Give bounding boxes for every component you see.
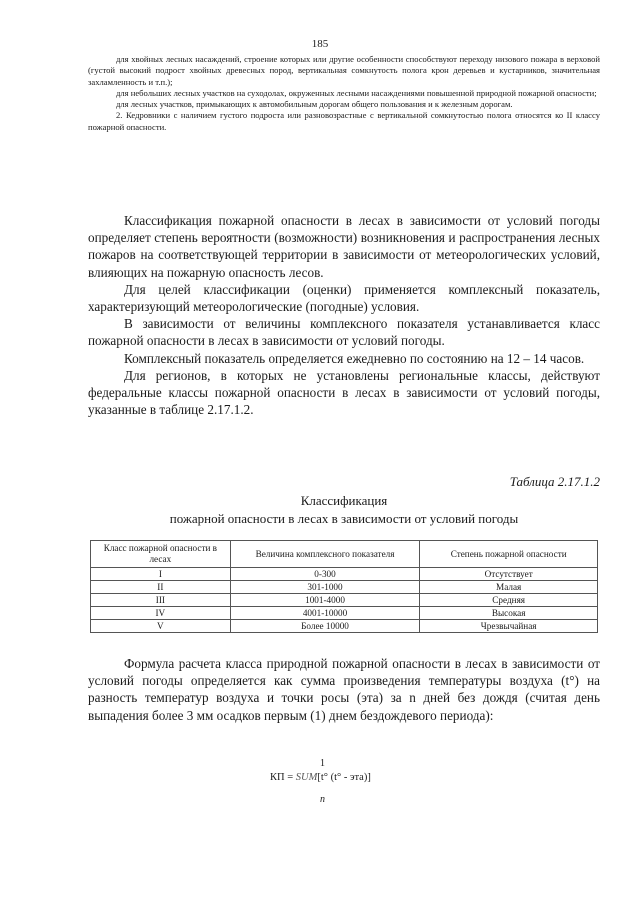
note-item: для лесных участков, примыкающих к автомобильным дорогам общего пользования и к железным дорогам. bbox=[116, 99, 513, 110]
table-cell: III bbox=[91, 594, 231, 607]
table-header-cell: Величина комплексного показателя bbox=[230, 541, 420, 568]
formula-description bbox=[88, 655, 600, 724]
table-cell: Более 10000 bbox=[230, 620, 420, 633]
table-cell: 0-300 bbox=[230, 568, 420, 581]
note-item: 2. Кедровники с наличием густого подроста или разновозрастные с вертикальной сомкнутостью полога относятся ко II классу пожарной опасности. bbox=[88, 110, 600, 132]
paragraph: В зависимости от величины комплексного показателя устанавливается класс пожарной опасности в лесах в зависимости от условий погоды. bbox=[88, 316, 600, 349]
table-row bbox=[91, 581, 598, 594]
table-cell: IV bbox=[91, 607, 231, 620]
table-title bbox=[88, 492, 600, 528]
paragraph: Классификация пожарной опасности в лесах в зависимости от условий погоды определяет степень вероятности (возможности) возникновения и распространения лесных пожаров на соответствующей территории в зависимости от метеорологических условий, влияющих на пожарную опасность лесов. bbox=[88, 213, 600, 280]
formula-body: [t° (t° - эта)] bbox=[317, 772, 371, 783]
formula-lhs: КП = bbox=[270, 772, 296, 783]
notes-block bbox=[88, 54, 600, 133]
table-cell: Средняя bbox=[420, 594, 598, 607]
table-title-line: пожарной опасности в лесах в зависимости от условий погоды bbox=[169, 511, 519, 526]
table-cell: 4001-10000 bbox=[230, 607, 420, 620]
table-row bbox=[91, 594, 598, 607]
table-cell: Чрезвычайная bbox=[420, 620, 598, 633]
table-cell: Высокая bbox=[420, 607, 598, 620]
table-cell: Отсутствует bbox=[420, 568, 598, 581]
table-title-line: Классификация bbox=[300, 493, 388, 508]
table-cell: 1001-4000 bbox=[230, 594, 420, 607]
formula-line bbox=[270, 772, 371, 783]
table-cell: Малая bbox=[420, 581, 598, 594]
formula bbox=[270, 758, 430, 822]
paragraph: Для регионов, в которых не установлены региональные классы, действуют федеральные классы пожарной опасности в лесах в зависимости от условий погоды, указанные в таблице 2.17.1.2. bbox=[88, 367, 600, 418]
table-label: Таблица 2.17.1.2 bbox=[509, 474, 600, 489]
formula-lower-limit: n bbox=[320, 794, 325, 805]
table-cell: 301-1000 bbox=[230, 581, 420, 594]
table-header-row bbox=[91, 541, 598, 568]
page-number: 185 bbox=[311, 38, 329, 50]
note-item: для хвойных лесных насаждений, строение которых или другие особенности способствуют переходу низового пожара в верховой (густой высокий подрост хвойных древесных пород, вертикальная сомкнутость полога крон деревьев и кустарников, значительная захламленность и т.п.); bbox=[88, 54, 600, 87]
table-row bbox=[91, 568, 598, 581]
note-item: для небольших лесных участков на суходолах, окруженных лесными насаждениями повышенной природной пожарной опасности; bbox=[116, 87, 597, 98]
table-cell: II bbox=[91, 581, 231, 594]
table-row bbox=[91, 620, 598, 633]
body-text bbox=[88, 212, 600, 418]
classification-table bbox=[90, 540, 598, 633]
table-header-cell: Степень пожарной опасности bbox=[420, 541, 598, 568]
table-row bbox=[91, 607, 598, 620]
paragraph: Для целей классификации (оценки) применяется комплексный показатель, характеризующий метеорологические (погодные) условия. bbox=[88, 281, 600, 315]
table-header-cell: Класс пожарной опасности в лесах bbox=[91, 541, 231, 568]
formula-sum-symbol: SUM bbox=[295, 772, 318, 783]
paragraph: Формула расчета класса природной пожарной опасности в лесах в зависимости от условий погоды определяется как сумма произведения температуры воздуха (t°) на разность температур воздуха и точки росы (эта) за n дней без дождя (считая день выпадения более 3 мм осадков первым (1) днем бездождевого периода): bbox=[88, 656, 600, 723]
formula-upper-limit: 1 bbox=[320, 758, 325, 769]
table-cell: I bbox=[91, 568, 231, 581]
paragraph: Комплексный показатель определяется ежедневно по состоянию на 12 – 14 часов. bbox=[124, 350, 585, 366]
table-cell: V bbox=[91, 620, 231, 633]
